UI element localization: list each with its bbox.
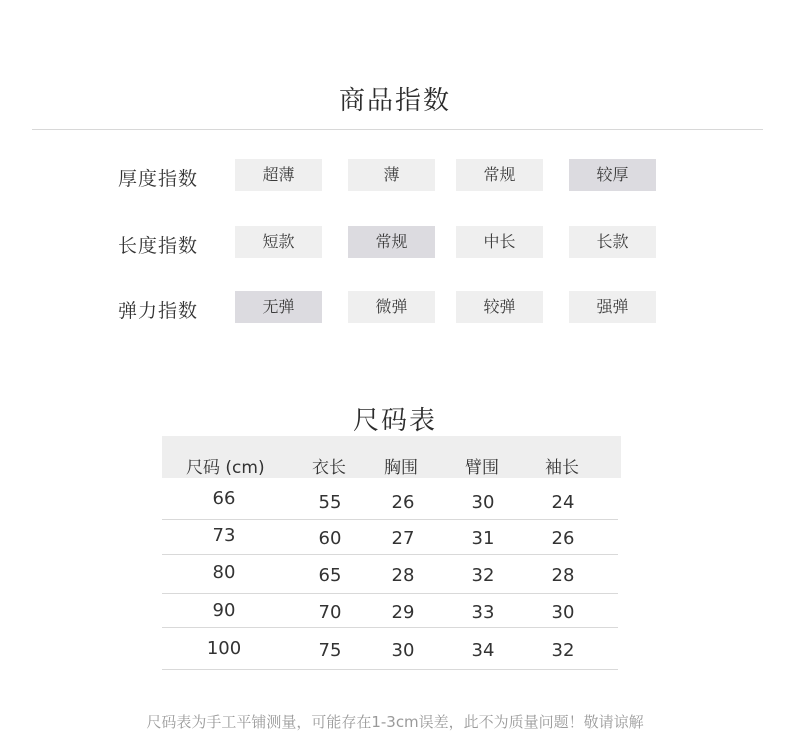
index-row-length xyxy=(0,226,790,258)
option-chip: 薄 xyxy=(348,159,435,191)
size-chart-title: 尺码表 xyxy=(352,406,437,436)
option-chip: 长款 xyxy=(569,226,656,258)
cell-length: 65 xyxy=(318,565,342,586)
cell-chest: 29 xyxy=(391,602,415,623)
option-chip-selected: 常规 xyxy=(348,226,435,258)
cell-arm: 32 xyxy=(471,565,495,586)
option-chip: 强弹 xyxy=(569,291,656,323)
cell-length: 60 xyxy=(318,528,342,549)
cell-arm: 31 xyxy=(471,528,495,549)
cell-length: 70 xyxy=(318,602,342,623)
table-row xyxy=(162,482,618,520)
option-chip: 常规 xyxy=(456,159,543,191)
option-chip-selected: 较厚 xyxy=(569,159,656,191)
size-table-header xyxy=(162,436,621,478)
index-row-elasticity xyxy=(0,291,790,323)
cell-size: 66 xyxy=(212,488,236,509)
cell-arm: 33 xyxy=(471,602,495,623)
option-chip: 较弹 xyxy=(456,291,543,323)
option-chip: 超薄 xyxy=(235,159,322,191)
cell-sleeve: 32 xyxy=(551,640,575,661)
cell-sleeve: 30 xyxy=(551,602,575,623)
product-index-title: 商品指数 xyxy=(338,86,451,116)
column-header-arm: 臂围 xyxy=(465,458,499,478)
cell-arm: 30 xyxy=(471,492,495,513)
cell-size: 80 xyxy=(212,562,236,583)
cell-size: 73 xyxy=(212,525,236,546)
cell-chest: 26 xyxy=(391,492,415,513)
table-row xyxy=(162,520,618,555)
column-header-size: 尺码 (cm) xyxy=(186,458,265,478)
index-row-thickness xyxy=(0,159,790,191)
cell-length: 75 xyxy=(318,640,342,661)
cell-sleeve: 26 xyxy=(551,528,575,549)
index-label: 长度指数 xyxy=(118,235,199,257)
option-chip-selected: 无弹 xyxy=(235,291,322,323)
column-header-length: 衣长 xyxy=(312,458,346,478)
cell-size: 100 xyxy=(206,638,242,659)
cell-length: 55 xyxy=(318,492,342,513)
cell-sleeve: 24 xyxy=(551,492,575,513)
table-row xyxy=(162,628,618,670)
cell-chest: 30 xyxy=(391,640,415,661)
cell-sleeve: 28 xyxy=(551,565,575,586)
option-chip: 短款 xyxy=(235,226,322,258)
option-chip: 中长 xyxy=(456,226,543,258)
table-row xyxy=(162,555,618,594)
column-header-sleeve: 袖长 xyxy=(545,458,579,478)
cell-chest: 28 xyxy=(391,565,415,586)
table-row xyxy=(162,594,618,628)
index-label: 厚度指数 xyxy=(118,168,199,190)
section-divider xyxy=(32,129,763,130)
cell-chest: 27 xyxy=(391,528,415,549)
measurement-note: 尺码表为手工平铺测量，可能存在1-3cm误差，此不为质量问题！敬请谅解 xyxy=(146,713,644,731)
index-label: 弹力指数 xyxy=(118,300,199,322)
column-header-chest: 胸围 xyxy=(384,458,418,478)
cell-arm: 34 xyxy=(471,640,495,661)
cell-size: 90 xyxy=(212,600,236,621)
option-chip: 微弹 xyxy=(348,291,435,323)
